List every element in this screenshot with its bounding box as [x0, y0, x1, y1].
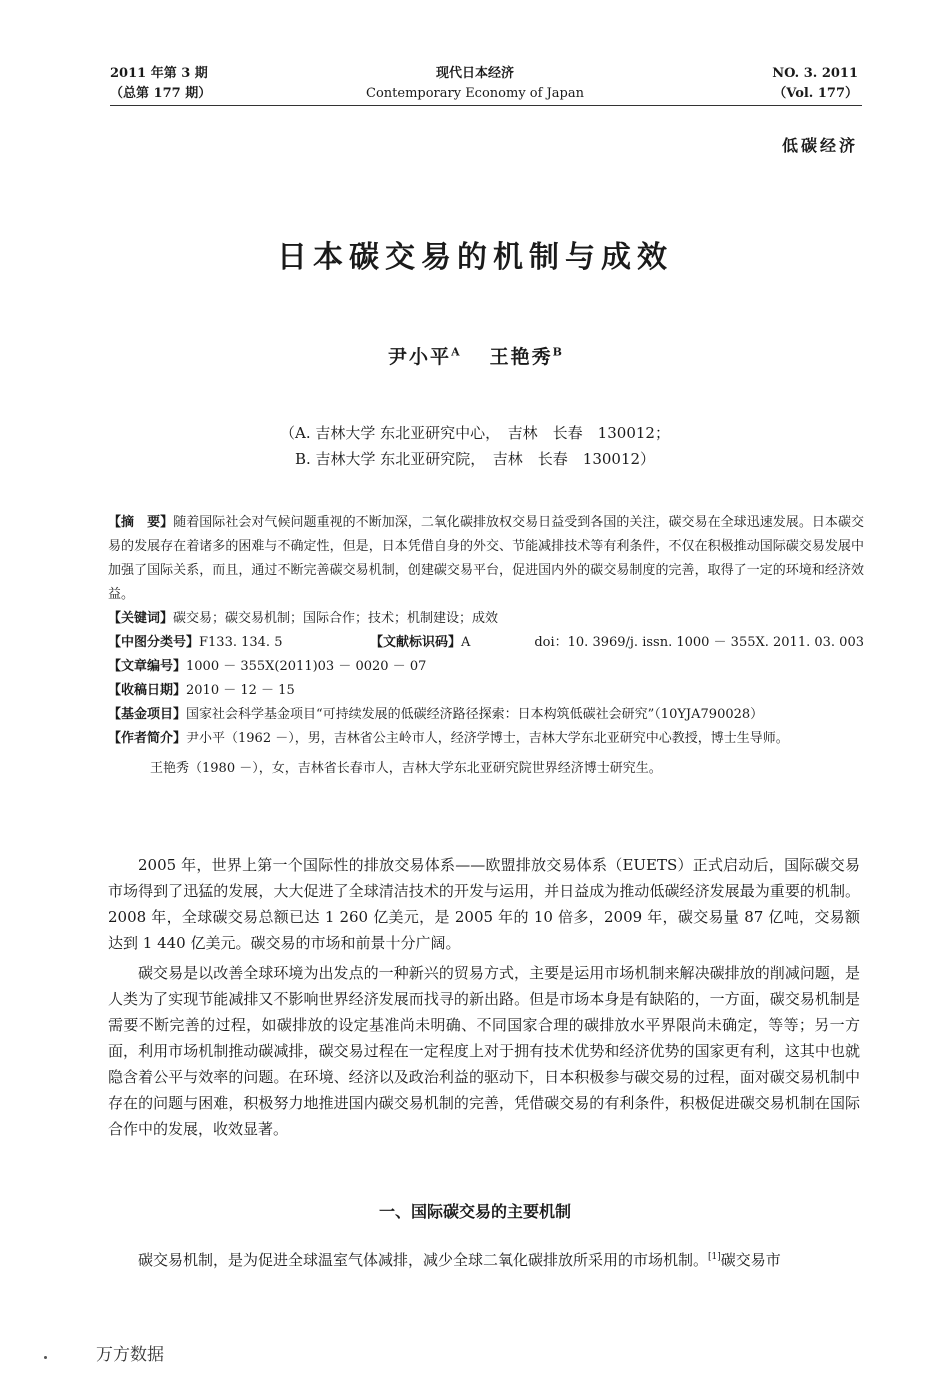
footer-dot: [44, 1356, 47, 1359]
author-name: 尹小平: [388, 346, 452, 368]
issue-year: 2011 年第 3 期: [110, 66, 208, 81]
volume-number: （Vol. 177）: [773, 86, 858, 101]
doc-code-value: A: [461, 635, 471, 650]
keywords: [108, 607, 864, 631]
body-paragraph: 碳交易是以改善全球环境为出发点的一种新兴的贸易方式，主要是运用市场机制来解决碳排放的削减问题，是人类为了实现节能减排又不影响世界经济发展而找寻的新出路。但是市场本身是有缺陷的，一方面，碳交易机制是需要不断完善的过程，如碳排放的设定基准尚未明确、不同国家合理的碳排放水平界限尚未确定，等等；另一方面，利用市场机制推动碳减排，碳交易过程在一定程度上对于拥有技术优势和经济优势的国家更有利，这其中也就隐含着公平与效率的问题。在环境、经济以及政治利益的驱动下，日本积极参与碳交易的过程，面对碳交易机制中存在的问题与困难，积极努力地推进国内碳交易机制的完善，凭借碳交易的有利条件，积极促进碳交易机制在国际合作中的发展，收效显著。: [108, 964, 860, 1138]
body-paragraph: 2005 年，世界上第一个国际性的排放交易体系——欧盟排放交易体系（EUETS）正式启动后，国际碳交易市场得到了迅猛的发展，大大促进了全球清洁技术的开发与运用，并日益成为推动低碳经济发展最为重要的机制。2008 年，全球碳交易总额已达 1 260 亿美元，是 2005 年的 10 倍多，2009 年，碳交易量 87 亿吨，交易额达到 1 440 亿美元。碳交易的市场和前景十分广阔。: [108, 856, 860, 952]
author-name: 王艳秀: [489, 346, 553, 368]
article-number-label: 【文章编号】: [108, 659, 187, 674]
received-date: [108, 679, 864, 703]
citation-ref[interactable]: [1]: [708, 1252, 721, 1262]
author-line: [0, 342, 950, 369]
journal-number: [772, 64, 858, 104]
section-heading: 一、国际碳交易的主要机制: [378, 1202, 571, 1221]
journal-name-en: Contemporary Economy of Japan: [366, 86, 584, 101]
affiliation-line: B. 吉林大学 东北亚研究院， 吉林 长春 130012）: [294, 450, 656, 468]
article-metadata: [108, 511, 864, 781]
article-number: [108, 655, 864, 679]
doc-code-label: 【文献标识码】: [370, 635, 462, 650]
article-number-value: 1000 － 355X(2011)03 － 0020 － 07: [186, 659, 427, 674]
classification-row: [108, 631, 864, 655]
fund-value: 国家社会科学基金项目“可持续发展的低碳经济路径探索：日本构筑低碳社会研究”（10YJA790028）: [186, 707, 764, 722]
clc-label: 【中图分类号】: [108, 635, 200, 650]
body-paragraph-tail: 碳交易市: [720, 1251, 781, 1269]
author-bio: [108, 727, 864, 751]
bio-author-2: 王艳秀（1980 －），女，吉林省长春市人，吉林大学东北亚研究院世界经济博士研究生。: [150, 761, 662, 776]
bio-author-1: 尹小平（1962 －），男，吉林省公主岭市人，经济学博士，吉林大学东北亚研究中心教授，博士生导师。: [186, 731, 789, 746]
keywords-text: 碳交易；碳交易机制；国际合作；技术；机制建设；成效: [173, 611, 499, 626]
doi: doi：10. 3969/j. issn. 1000 － 355X. 2011. 03. 003: [534, 635, 864, 650]
issue-number: NO. 3. 2011: [772, 66, 858, 81]
received-label: 【收稿日期】: [108, 683, 187, 698]
received-value: 2010 － 12 － 15: [186, 683, 295, 698]
article-body: [108, 852, 860, 1146]
fund-project: [108, 703, 864, 727]
author-affiliation-mark: B: [552, 345, 562, 359]
article-title: 日本碳交易的机制与成效: [277, 240, 673, 275]
affiliation-line: （A. 吉林大学 东北亚研究中心， 吉林 长春 130012；: [280, 424, 670, 442]
fund-label: 【基金项目】: [108, 707, 187, 722]
abstract-label: 【摘 要】: [108, 515, 174, 530]
affiliation-block: [0, 420, 950, 472]
clc-value: F133. 134. 5: [199, 635, 283, 650]
section-tag: 低碳经济: [781, 136, 858, 155]
issue-total: （总第 177 期）: [110, 86, 212, 101]
body-paragraph-text: 碳交易机制，是为促进全球温室气体减排，减少全球二氧化碳排放所采用的市场机制。: [138, 1251, 709, 1269]
abstract: [108, 511, 864, 607]
header-rule: [110, 105, 862, 106]
body-paragraph: [108, 1244, 860, 1273]
author-affiliation-mark: A: [451, 345, 460, 359]
abstract-text: 随着国际社会对气候问题重视的不断加深，二氧化碳排放权交易日益受到各国的关注，碳交易在全球迅速发展。日本碳交易的发展存在着诸多的困难与不确定性，但是，日本凭借自身的外交、节能减排技术等有利条件，不仅在积极推动国际碳交易发展中加强了国际关系，而且，通过不断完善碳交易机制，创建碳交易平台，促进国内外的碳交易制度的完善，取得了一定的环境和经济效益。: [108, 515, 864, 602]
journal-name-cn: 现代日本经济: [435, 66, 514, 81]
bio-label: 【作者简介】: [108, 731, 187, 746]
footer-watermark: 万方数据: [96, 1345, 164, 1365]
keywords-label: 【关键词】: [108, 611, 174, 626]
